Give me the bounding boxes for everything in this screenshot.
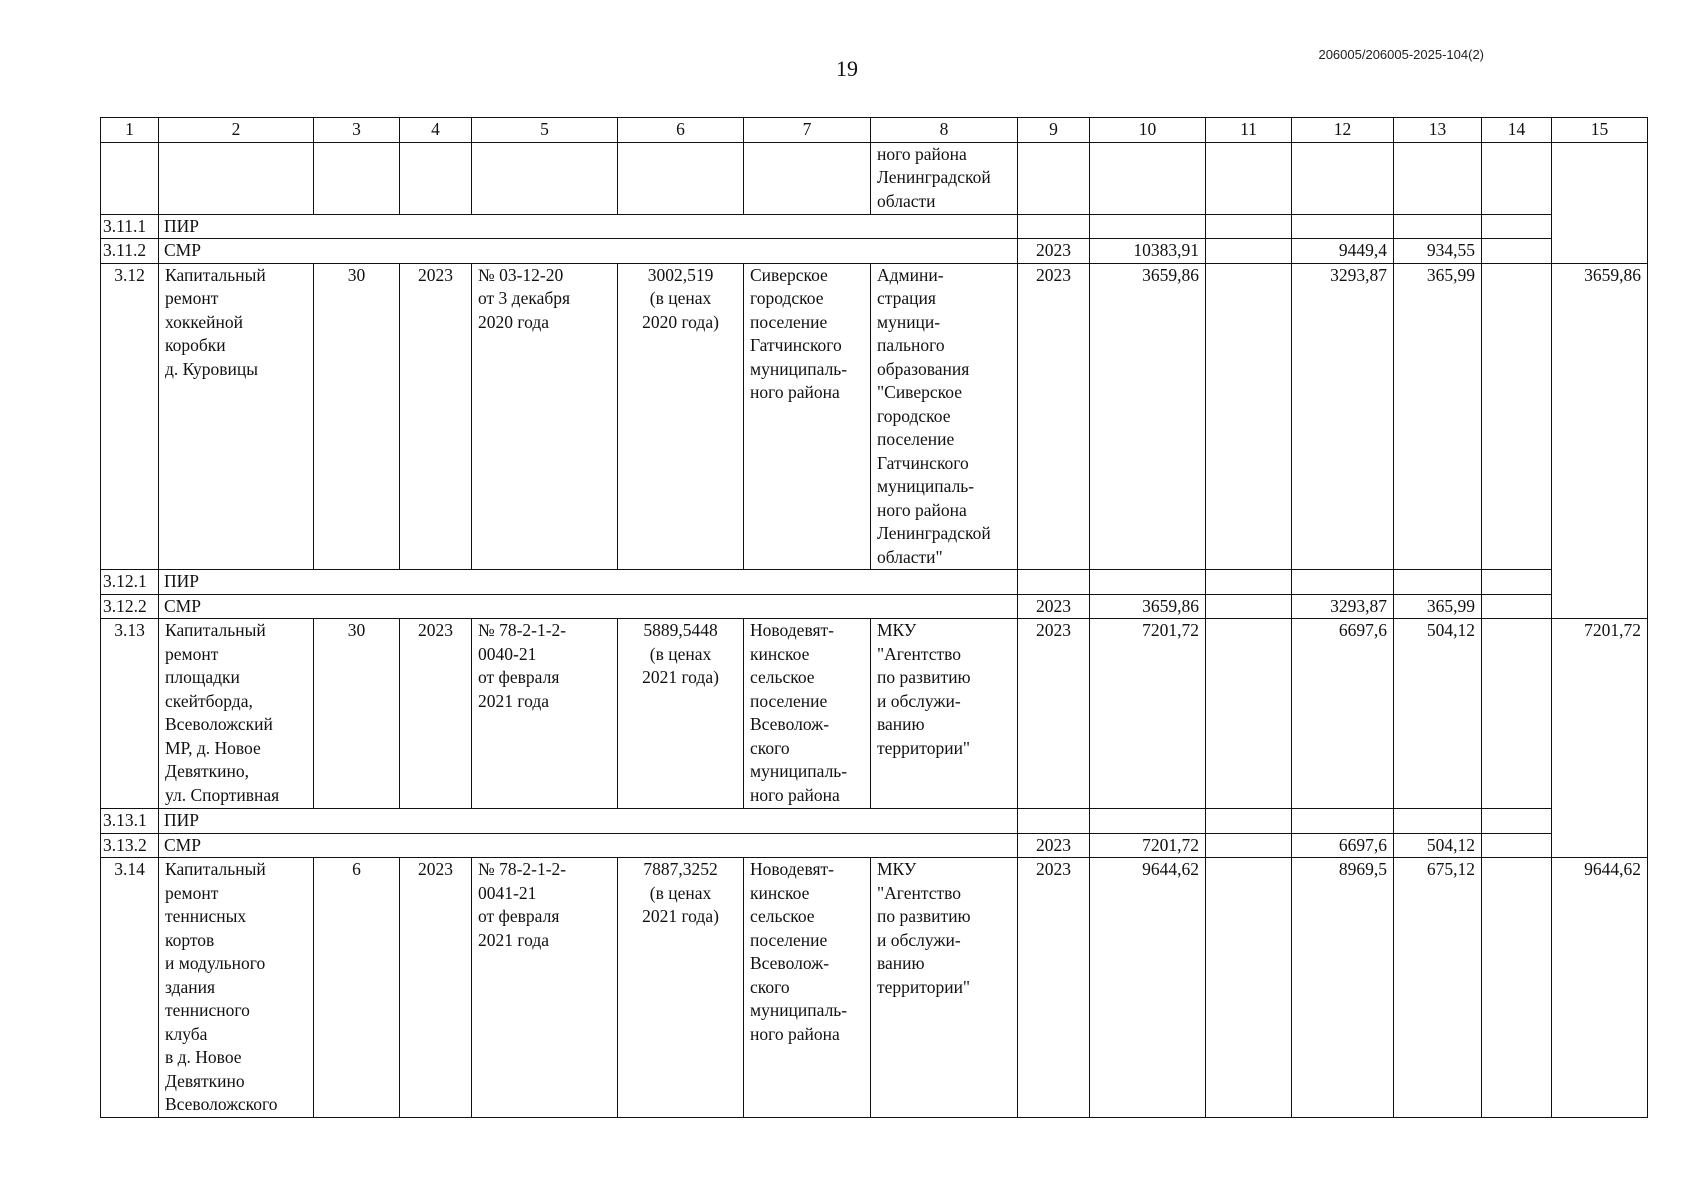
local-budget-cell: 504,12 — [1394, 619, 1482, 809]
column-header: 5 — [472, 118, 618, 143]
conclusion-cell: № 78-2-1-2- 0040-21 от февраля 2021 года — [472, 619, 618, 809]
column-header: 6 — [618, 118, 744, 143]
column-header: 14 — [1482, 118, 1552, 143]
column-header: 4 — [400, 118, 472, 143]
column-header: 9 — [1018, 118, 1090, 143]
capacity-cell: 30 — [314, 619, 400, 809]
total-cell: 9644,62 — [1090, 858, 1206, 1118]
regional-budget-cell: 6697,6 — [1292, 833, 1394, 858]
investment-table — [100, 117, 1648, 1118]
estimated-cost-cell: 3002,519 (в ценах 2020 года) — [618, 263, 744, 570]
municipality-cell: Новодевят- кинское сельское поселение Всеволож- ского муниципаль- ного района — [744, 619, 871, 809]
year-cell: 2023 — [1018, 833, 1090, 858]
table-row — [101, 594, 1648, 619]
customer-cell: МКУ "Агентство по развитию и обслужи- ванию территории" — [871, 619, 1018, 809]
year-cell: 2023 — [1018, 239, 1090, 264]
local-budget-cell: 675,12 — [1394, 858, 1482, 1118]
capacity-cell: 30 — [314, 263, 400, 570]
total-2023-cell: 9644,62 — [1552, 858, 1648, 1118]
row-number: 3.11.1 — [101, 214, 159, 239]
row-label: ПИР — [159, 214, 1018, 239]
row-number: 3.13 — [101, 619, 159, 809]
total-cell: 3659,86 — [1090, 263, 1206, 570]
page-number: 19 — [836, 56, 858, 81]
column-header: 10 — [1090, 118, 1206, 143]
column-header: 11 — [1206, 118, 1292, 143]
table-row — [101, 619, 1648, 809]
table-row — [101, 858, 1648, 1118]
year-cell: 2023 — [1018, 619, 1090, 809]
year-cell: 2023 — [400, 858, 472, 1118]
regional-budget-cell: 3293,87 — [1292, 263, 1394, 570]
regional-budget-cell: 3293,87 — [1292, 594, 1394, 619]
estimated-cost-cell: 7887,3252 (в ценах 2021 года) — [618, 858, 744, 1118]
row-label: ПИР — [159, 809, 1018, 834]
table-row — [101, 142, 1648, 214]
row-number: 3.12.2 — [101, 594, 159, 619]
total-2023-cell: 3659,86 — [1552, 263, 1648, 619]
total-cell: 7201,72 — [1090, 619, 1206, 809]
year-cell: 2023 — [1018, 594, 1090, 619]
column-header: 13 — [1394, 118, 1482, 143]
row-label: СМР — [159, 594, 1018, 619]
table-row — [101, 833, 1648, 858]
capacity-cell: 6 — [314, 858, 400, 1118]
object-name-cell: Капитальный ремонт хоккейной коробки д. Куровицы — [159, 263, 314, 570]
row-number: 3.11.2 — [101, 239, 159, 264]
year-cell: 2023 — [400, 619, 472, 809]
table-row — [101, 239, 1648, 264]
table-row — [101, 809, 1648, 834]
row-number: 3.13.2 — [101, 833, 159, 858]
local-budget-cell: 365,99 — [1394, 594, 1482, 619]
local-budget-cell: 365,99 — [1394, 263, 1482, 570]
row-label: СМР — [159, 239, 1018, 264]
regional-budget-cell: 6697,6 — [1292, 619, 1394, 809]
column-header: 8 — [871, 118, 1018, 143]
column-header: 7 — [744, 118, 871, 143]
total-cell: 10383,91 — [1090, 239, 1206, 264]
customer-cell: Админи- страция муници- пального образования "Сиверское городское поселение Гатчинского муниципаль- ного района Ленинградской области" — [871, 263, 1018, 570]
estimated-cost-cell: 5889,5448 (в ценах 2021 года) — [618, 619, 744, 809]
total-2023-cell: 7201,72 — [1552, 619, 1648, 858]
customer-cell: МКУ "Агентство по развитию и обслужи- ванию территории" — [871, 858, 1018, 1118]
local-budget-cell: 504,12 — [1394, 833, 1482, 858]
customer-cell: ного района Ленинградской области — [871, 142, 1018, 214]
table-row — [101, 214, 1648, 239]
row-number: 3.12.1 — [101, 570, 159, 595]
column-header: 3 — [314, 118, 400, 143]
total-cell: 3659,86 — [1090, 594, 1206, 619]
regional-budget-cell: 8969,5 — [1292, 858, 1394, 1118]
column-header: 12 — [1292, 118, 1394, 143]
total-cell: 7201,72 — [1090, 833, 1206, 858]
document-code: 206005/206005-2025-104(2) — [1318, 47, 1484, 62]
row-label: ПИР — [159, 570, 1018, 595]
year-cell: 2023 — [400, 263, 472, 570]
regional-budget-cell: 9449,4 — [1292, 239, 1394, 264]
column-header: 15 — [1552, 118, 1648, 143]
conclusion-cell: № 78-2-1-2- 0041-21 от февраля 2021 года — [472, 858, 618, 1118]
municipality-cell: Сиверское городское поселение Гатчинского муниципаль- ного района — [744, 263, 871, 570]
municipality-cell: Новодевят- кинское сельское поселение Всеволож- ского муниципаль- ного района — [744, 858, 871, 1118]
column-header: 2 — [159, 118, 314, 143]
year-cell: 2023 — [1018, 263, 1090, 570]
local-budget-cell: 934,55 — [1394, 239, 1482, 264]
object-name-cell: Капитальный ремонт площадки скейтборда, Всеволожский МР, д. Новое Девяткино, ул. Спортивная — [159, 619, 314, 809]
table-row — [101, 263, 1648, 570]
column-number-row — [101, 118, 1648, 143]
row-label: СМР — [159, 833, 1018, 858]
object-name-cell: Капитальный ремонт теннисных кортов и модульного здания теннисного клуба в д. Новое Девяткино Всеволожского — [159, 858, 314, 1118]
table-row — [101, 570, 1648, 595]
row-number: 3.13.1 — [101, 809, 159, 834]
column-header: 1 — [101, 118, 159, 143]
year-cell: 2023 — [1018, 858, 1090, 1118]
row-number: 3.12 — [101, 263, 159, 570]
row-number: 3.14 — [101, 858, 159, 1118]
conclusion-cell: № 03-12-20 от 3 декабря 2020 года — [472, 263, 618, 570]
